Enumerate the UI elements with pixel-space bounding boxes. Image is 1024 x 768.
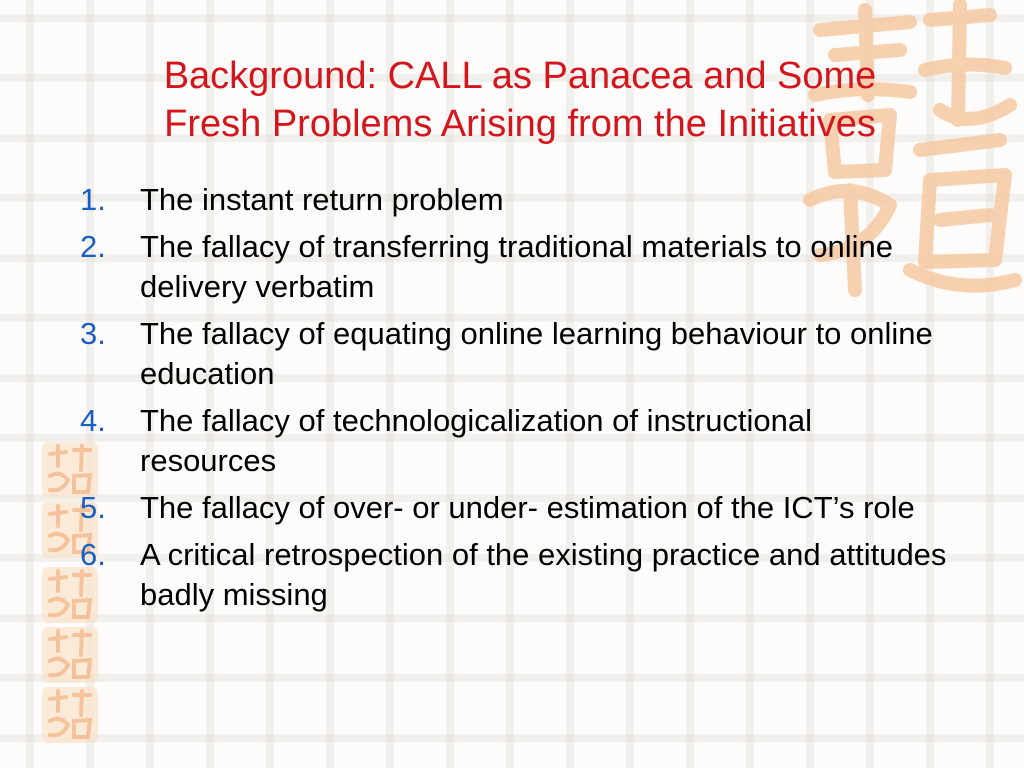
list-item-number: 6. (80, 537, 106, 572)
numbered-list (72, 180, 972, 622)
list-item-text: The fallacy of over- or under- estimation of the ICT’s role (140, 490, 915, 525)
list-item (72, 180, 972, 220)
list-item-number: 3. (80, 316, 106, 351)
list-item (72, 535, 972, 615)
list-item-number: 5. (80, 490, 106, 525)
slide-title (70, 52, 970, 148)
calligraphy-seal-icon (40, 685, 100, 745)
list-item-number: 4. (80, 403, 106, 438)
list-item-text: A critical retrospection of the existing practice and attitudes badly missing (140, 537, 947, 612)
list-item (72, 488, 972, 528)
list-item (72, 227, 972, 307)
list-item-text: The instant return problem (140, 182, 504, 217)
list-item-text: The fallacy of transferring traditional materials to online delivery verbatim (140, 229, 893, 304)
list-item-number: 2. (80, 229, 106, 264)
list-item-number: 1. (80, 182, 106, 217)
slide-title-line-2: Fresh Problems Arising from the Initiatives (164, 103, 876, 145)
list-item-text: The fallacy of equating online learning behaviour to online education (140, 316, 933, 391)
list-item (72, 401, 972, 481)
slide-title-line-1: Background: CALL as Panacea and Some (163, 55, 877, 97)
calligraphy-seal-icon (40, 625, 100, 685)
list-item-text: The fallacy of technologicalization of instructional resources (140, 403, 813, 478)
list-item (72, 314, 972, 394)
